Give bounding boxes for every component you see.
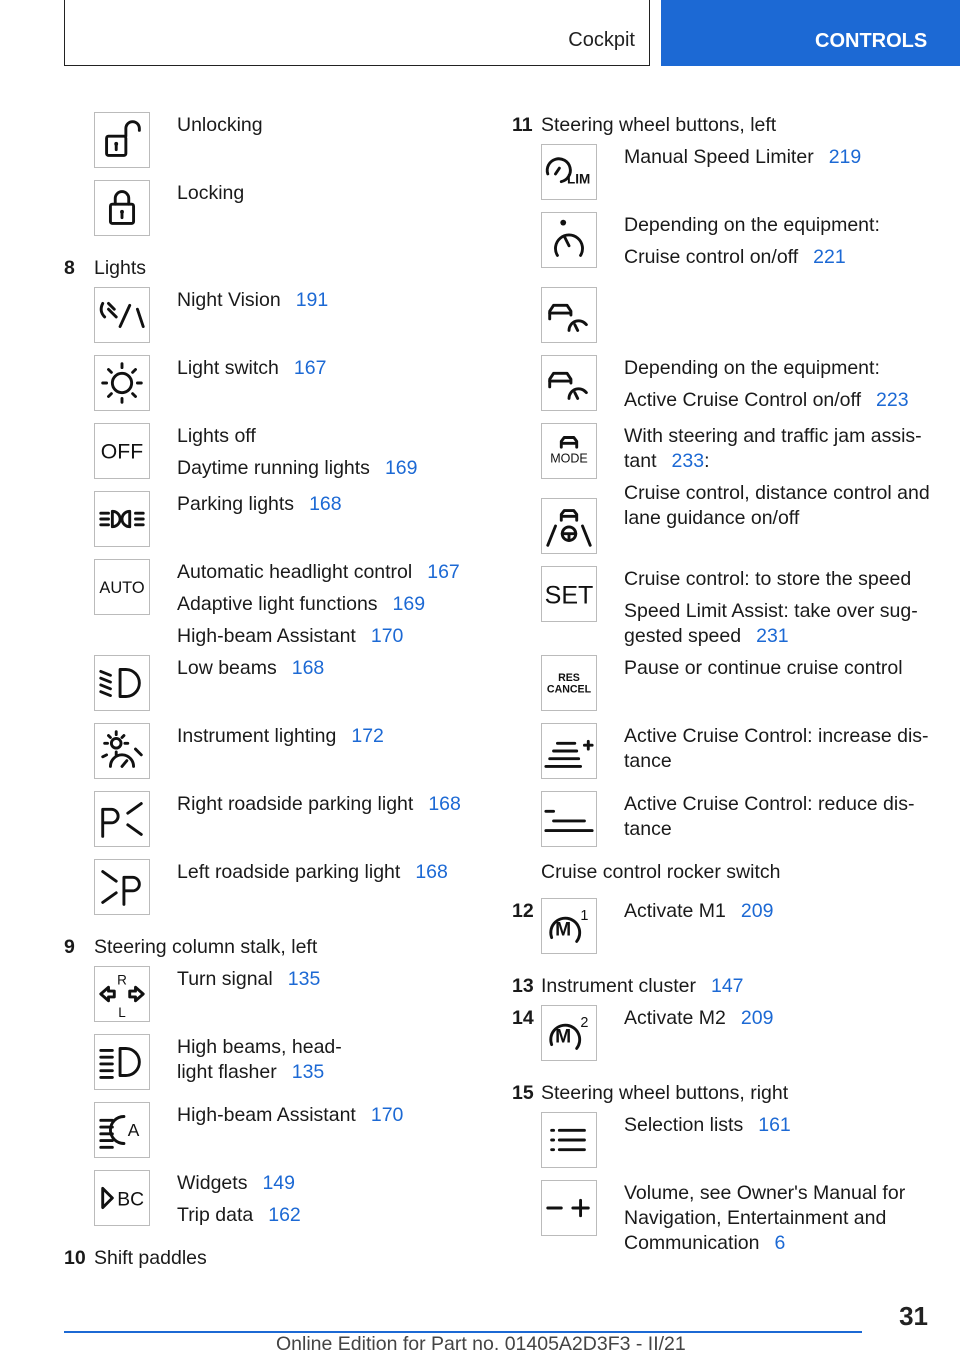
- page-ref-link[interactable]: 169: [392, 593, 426, 615]
- active-cruise-icon-2: [541, 355, 597, 411]
- dep2-text: Depending on the equipment:: [624, 357, 880, 379]
- volume-line1: Volume, see Owner's Manual for: [624, 1182, 906, 1204]
- page-ref-link[interactable]: 209: [740, 1007, 774, 1029]
- svg-text:OFF: OFF: [100, 440, 144, 464]
- trip-data-text: Trip data 162: [177, 1204, 301, 1226]
- high-beam-assistant-icon: [94, 1102, 150, 1158]
- page-ref-link[interactable]: 6: [774, 1232, 786, 1254]
- selection-lists-text: Selection lists 161: [624, 1114, 791, 1136]
- volume-line3: Communication 6: [624, 1232, 786, 1254]
- svg-text:MODE: MODE: [550, 451, 588, 466]
- turn-signal-icon: [94, 966, 150, 1022]
- page-ref-link[interactable]: 223: [876, 389, 909, 411]
- svg-text:L: L: [118, 1005, 126, 1021]
- left-parking-light-text: Left roadside parking light 168: [177, 861, 448, 883]
- page-ref-link[interactable]: 162: [268, 1204, 301, 1226]
- res-cancel-icon: [541, 655, 597, 711]
- adaptive-light-text: Adaptive light functions 169: [177, 593, 426, 615]
- cdl-line1: Cruise control, distance control and: [624, 482, 930, 504]
- svg-text:R: R: [117, 972, 127, 988]
- increase-line1: Active Cruise Control: increase dis-: [624, 725, 929, 747]
- svg-text:M: M: [555, 919, 572, 941]
- cruise-control-text: Cruise control on/off 221: [624, 246, 846, 268]
- locking-label: Locking: [177, 182, 245, 204]
- item-number-9: 9: [64, 936, 75, 958]
- left-parking-light-icon: [94, 859, 150, 915]
- page-ref-link[interactable]: 221: [813, 246, 846, 268]
- set-icon: [541, 566, 597, 622]
- svg-text:RES: RES: [558, 672, 580, 685]
- svg-text:M: M: [555, 1026, 572, 1048]
- bc-icon: [94, 1170, 150, 1226]
- widgets-text: Widgets 149: [177, 1172, 295, 1194]
- mode-icon: [541, 423, 597, 479]
- lock-icon: [94, 180, 150, 236]
- acc-text: Active Cruise Control on/off 223: [624, 389, 909, 411]
- tja-line2: tant 233:: [624, 450, 710, 472]
- night-vision-text: Night Vision 191: [177, 289, 329, 311]
- volume-icon: [541, 1180, 597, 1236]
- speed-limiter-text: Manual Speed Limiter 219: [624, 146, 862, 168]
- section-title: Cockpit: [568, 29, 635, 51]
- page-ref-link[interactable]: 167: [293, 357, 327, 379]
- item-number-11: 11: [512, 114, 533, 136]
- drl-text: Daytime running lights 169: [177, 457, 418, 479]
- item-number-15: 15: [512, 1082, 534, 1104]
- controls-tab-label: CONTROLS: [815, 30, 928, 52]
- page-ref-link[interactable]: 209: [740, 900, 774, 922]
- item-number-10: 10: [64, 1247, 86, 1269]
- page-ref-link[interactable]: 219: [828, 146, 862, 168]
- item-number-14: 14: [512, 1007, 534, 1029]
- rocker-switch-label: Cruise control rocker switch: [541, 861, 781, 883]
- light-switch-text: Light switch 167: [177, 357, 327, 379]
- footer-edition: Online Edition for Part no. 01405A2D3F3 - II/21: [276, 1333, 686, 1355]
- m1-icon: [541, 898, 597, 954]
- item-number-8: 8: [64, 257, 75, 279]
- cruise-control-icon: [541, 212, 597, 268]
- parking-lights-icon: [94, 491, 150, 547]
- increase-distance-icon: [541, 723, 597, 779]
- page-ref-link[interactable]: 147: [710, 975, 744, 997]
- cdl-line2: lane guidance on/off: [624, 507, 800, 529]
- page-ref-link[interactable]: 168: [428, 793, 461, 815]
- page-ref-link[interactable]: 135: [287, 968, 321, 990]
- lane-guidance-icon: [541, 498, 597, 554]
- low-beams-icon: [94, 655, 150, 711]
- svg-text:A: A: [127, 1119, 140, 1140]
- m2-icon: [541, 1005, 597, 1061]
- high-beams-icon: [94, 1034, 150, 1090]
- high-beams-line1: High beams, head-: [177, 1036, 342, 1058]
- page-number: 31: [899, 1301, 928, 1331]
- page-ref-link[interactable]: 149: [262, 1172, 295, 1194]
- m2-text: Activate M2 209: [624, 1007, 774, 1029]
- page-ref-link[interactable]: 169: [384, 457, 418, 479]
- swb-right-heading: Steering wheel buttons, right: [541, 1082, 789, 1104]
- page-ref-link[interactable]: 167: [427, 561, 460, 583]
- page-ref-link[interactable]: 135: [291, 1061, 325, 1083]
- dep1-text: Depending on the equipment:: [624, 214, 880, 236]
- cluster-text: Instrument cluster 147: [541, 975, 744, 997]
- svg-text:BC: BC: [117, 1189, 145, 1211]
- tja-line1: With steering and traffic jam assis-: [624, 425, 922, 447]
- reduce-line2: tance: [624, 818, 672, 840]
- shift-paddles-label: Shift paddles: [94, 1247, 207, 1269]
- sla-line2: gested speed 231: [624, 625, 789, 647]
- svg-text:LIM: LIM: [567, 171, 591, 187]
- low-beams-text: Low beams 168: [177, 657, 325, 679]
- page-ref-link[interactable]: 172: [351, 725, 384, 747]
- page-ref-link[interactable]: 233: [671, 450, 705, 472]
- night-vision-icon: [94, 287, 150, 343]
- page-ref-link[interactable]: 168: [415, 861, 448, 883]
- controls-tab[interactable]: [661, 0, 960, 66]
- page-ref-link[interactable]: 231: [756, 625, 789, 647]
- page-ref-link[interactable]: 168: [309, 493, 342, 515]
- unlock-icon: [94, 112, 150, 168]
- page-ref-link[interactable]: 170: [370, 1104, 404, 1126]
- pause-text: Pause or continue cruise control: [624, 657, 903, 679]
- lights-off-icon: [94, 423, 150, 479]
- lights-off-label: Lights off: [177, 425, 256, 447]
- item-number-13: 13: [512, 975, 534, 997]
- svg-text:CANCEL: CANCEL: [546, 683, 592, 696]
- turn-signal-text: Turn signal 135: [177, 968, 321, 990]
- increase-line2: tance: [624, 750, 672, 772]
- reduce-distance-icon: [541, 791, 597, 847]
- sla-line1: Speed Limit Assist: take over sug-: [624, 600, 918, 622]
- swb-left-heading: Steering wheel buttons, left: [541, 114, 777, 136]
- auto-headlight-text: Automatic headlight control 167: [177, 561, 460, 583]
- svg-text:1: 1: [580, 908, 589, 925]
- list-icon: [541, 1112, 597, 1168]
- speed-limiter-icon: [541, 144, 597, 200]
- reduce-line1: Active Cruise Control: reduce dis-: [624, 793, 915, 815]
- high-beams-line2: light flasher 135: [177, 1061, 325, 1083]
- auto-headlight-icon: [94, 559, 150, 615]
- stalk-heading: Steering column stalk, left: [94, 936, 318, 958]
- volume-line2: Navigation, Entertainment and: [624, 1207, 887, 1229]
- page-ref-link[interactable]: 191: [295, 289, 329, 311]
- unlocking-label: Unlocking: [177, 114, 263, 136]
- page-ref-link[interactable]: 168: [291, 657, 325, 679]
- light-switch-icon: [94, 355, 150, 411]
- instrument-lighting-text: Instrument lighting 172: [177, 725, 384, 747]
- svg-text:SET: SET: [544, 581, 594, 610]
- svg-text:2: 2: [580, 1015, 589, 1032]
- page-ref-link[interactable]: 170: [370, 625, 404, 647]
- page-ref-link[interactable]: 161: [758, 1114, 791, 1136]
- lights-heading: Lights: [94, 257, 147, 279]
- hba-text: High-beam Assistant 170: [177, 1104, 404, 1126]
- store-speed-text: Cruise control: to store the speed: [624, 568, 912, 590]
- header-box: [64, 0, 650, 66]
- m1-text: Activate M1 209: [624, 900, 774, 922]
- active-cruise-icon: [541, 287, 597, 343]
- high-beam-assistant-text: High-beam Assistant 170: [177, 625, 404, 647]
- instrument-lighting-icon: [94, 723, 150, 779]
- parking-lights-text: Parking lights 168: [177, 493, 342, 515]
- right-parking-light-text: Right roadside parking light 168: [177, 793, 461, 815]
- item-number-12: 12: [512, 900, 534, 922]
- svg-text:AUTO: AUTO: [99, 578, 145, 597]
- right-parking-light-icon: [94, 791, 150, 847]
